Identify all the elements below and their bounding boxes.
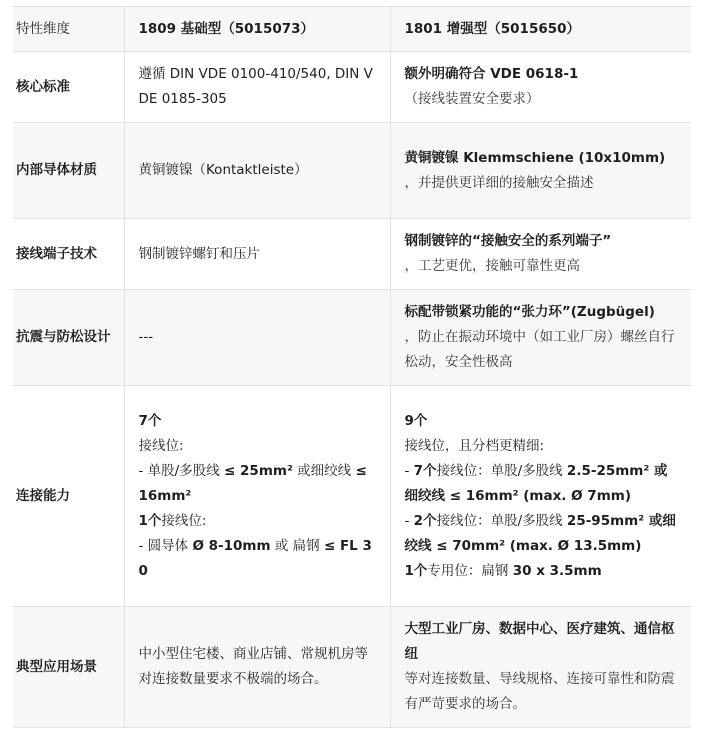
connection-count: 7个 — [138, 412, 162, 429]
enhanced-cell — [390, 52, 691, 123]
spec-value: 1个 — [138, 512, 162, 529]
spec-value: ≤ 16mm² — [138, 462, 367, 504]
row-label: 抗震与防松设计 — [13, 290, 124, 386]
spec-text: 或细绞线 — [292, 462, 356, 479]
connection-intro: 接线位，且分档更精细: — [404, 437, 545, 454]
basic-cell: 中小型住宅楼、商业店铺、常规机房等对连接数量要求不极端的场合。 — [124, 607, 390, 728]
basic-cell: --- — [124, 290, 390, 386]
spec-value: Ø 8-10mm — [192, 537, 271, 554]
enhanced-cell — [390, 607, 691, 728]
spec-value: ≤ 25mm² — [224, 462, 293, 479]
spec-text: 专用位：扁钢 — [427, 562, 513, 579]
table-row — [13, 290, 691, 386]
enhanced-cell — [390, 386, 691, 607]
connection-spec-line — [139, 509, 376, 534]
header-dimension: 特性维度 — [13, 7, 124, 52]
connection-spec-line — [405, 559, 678, 584]
connection-count: 9个 — [404, 412, 428, 429]
table-row — [13, 52, 691, 123]
enhanced-highlight: 黄铜镀镍 Klemmschiene (10x10mm) — [404, 149, 666, 166]
spec-value: 7个 — [413, 462, 437, 479]
spec-text: 接线位: — [161, 512, 207, 529]
spec-value: 30 x 3.5mm — [512, 562, 602, 579]
enhanced-highlight: 大型工业厂房、数据中心、医疗建筑、通信枢纽 — [404, 621, 675, 662]
spec-value: 1个 — [404, 562, 428, 579]
enhanced-note: 等对连接数量、导线规格、连接可靠性和防震有严苛要求的场合。 — [404, 671, 675, 712]
enhanced-note: （接线装置安全要求） — [404, 91, 540, 107]
connection-intro: 接线位: — [138, 437, 184, 454]
basic-cell — [124, 386, 390, 607]
enhanced-note: ，并提供更详细的接触安全描述 — [404, 174, 594, 191]
enhanced-highlight: 钢制镀锌的“接触安全的系列端子” — [404, 233, 612, 249]
enhanced-highlight: 标配带锁紧功能的“张力环”(Zugbügel) — [404, 304, 655, 320]
enhanced-cell — [390, 219, 691, 290]
spec-text: - 单股/多股线 — [138, 462, 225, 479]
table-row — [13, 219, 691, 290]
basic-cell: 遵循 DIN VDE 0100-410/540, DIN VDE 0185-305 — [124, 52, 390, 123]
table-row — [13, 607, 691, 728]
enhanced-highlight: 额外明确符合 VDE 0618-1 — [404, 66, 579, 82]
spec-text: 或 扁钢 — [270, 537, 324, 554]
enhanced-note: ，防止在振动环境中（如工业厂房）螺丝自行松动，安全性极高 — [404, 329, 675, 370]
row-label: 核心标准 — [13, 52, 124, 123]
basic-cell: 钢制镀锌螺钉和压片 — [124, 219, 390, 290]
spec-value: ≤ FL 30 — [138, 537, 372, 579]
comparison-table — [13, 6, 691, 728]
table-row — [13, 123, 691, 219]
spec-text: - — [404, 512, 414, 529]
row-label: 典型应用场景 — [13, 607, 124, 728]
enhanced-cell — [390, 290, 691, 386]
header-basic-model: 1809 基础型（5015073） — [124, 7, 390, 52]
spec-text: 接线位：单股/多股线 — [436, 462, 567, 479]
spec-value: 2个 — [413, 512, 437, 529]
table-row — [13, 386, 691, 607]
connection-spec-line — [405, 509, 678, 559]
spec-value: 2.5-25mm² 或细绞线 ≤ 16mm² (max. Ø 7mm) — [404, 462, 668, 504]
spec-text: - — [404, 462, 414, 479]
enhanced-cell — [390, 123, 691, 219]
row-label: 内部导体材质 — [13, 123, 124, 219]
spec-value: 25-95mm² 或细绞线 ≤ 70mm² (max. Ø 13.5mm) — [404, 512, 676, 554]
enhanced-note: ，工艺更优，接触可靠性更高 — [404, 258, 580, 274]
connection-spec-line — [405, 459, 678, 509]
basic-cell: 黄铜镀镍（Kontaktleiste） — [124, 123, 390, 219]
row-label: 连接能力 — [13, 386, 124, 607]
row-label: 接线端子技术 — [13, 219, 124, 290]
connection-spec-line — [139, 459, 376, 509]
table-header-row — [13, 7, 691, 52]
spec-text: - 圆导体 — [138, 537, 193, 554]
header-enhanced-model: 1801 增强型（5015650） — [390, 7, 691, 52]
spec-text: 接线位：单股/多股线 — [436, 512, 567, 529]
connection-spec-line — [139, 534, 376, 584]
